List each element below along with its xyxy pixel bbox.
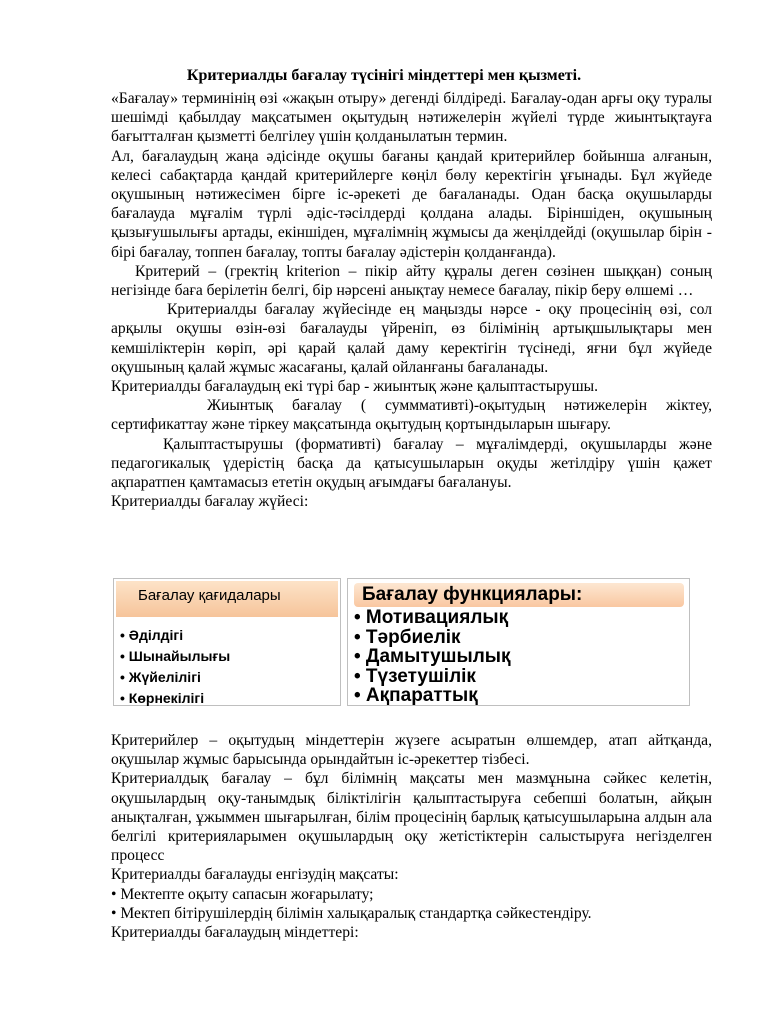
bullet-item: • Мектепте оқыту сапасын жоғарылату; [111, 885, 374, 903]
principles-list [120, 625, 230, 709]
paragraph-new-method: Ал, бағалаудың жаңа әдісінде оқушы бағаны қандай критерийлер бойынша алғанын, келесі сабақтарда қандай критерийлерге көңіл бөлу керектігін ұғынады. Бұл жүйеде оқушының нәтижесімен бірге іс-әрекеті де бағаланады. Одан басқа оқушыларды бағалауда мұғалім түрлі әдіс-тәсілдерді қолдана алады. Біріншіден, оқушының қызығушылығы артады, екіншіден, мұғалімнің жұмысы да жеңілдейді (оқушылар бірін - бірі бағалау, топпен бағалау, топты бағалау әдістерін қолданғанда). [111, 147, 712, 261]
list-item: • Жүйелілігі [120, 669, 201, 685]
paragraph-assessment-system: Критериалды бағалау жүйесінде ең маңызды нәрсе - оқу процесінің өзі, сол арқылы оқушы өзін-өзі бағалауды үйреніп, өз білімінің артықшылықтары мен кемшіліктерін көріп, әрі қарай қалай даму керектігін түсінеді, яғни бұл жүйеде оқушының қалай жұмыс жасағаны, қалай ойланғаны бағаланады. [111, 301, 712, 376]
paragraph-tasks-heading: Критериалды бағалаудың міндеттері: [111, 924, 359, 942]
paragraph-criteria-definition: Критерийлер – оқытудың міндеттерін жүзеге асыратын өлшемдер, атап айтқанда, оқушылар жұмыс барысында орындайтын іс-әрекеттер тізбесі. [111, 732, 712, 769]
list-item: • Көрнекілігі [120, 690, 205, 706]
paragraph-term: «Бағалау» терминінің өзі «жақын отыру» дегенді білдіреді. Бағалау-одан арғы оқу туралы шешімді қабылдау мақсатымен оқытудың нәтижелерін жүйелі түрде жиынтықтауға бағытталған қызметті белгілеу үшін қолданылатын термин. [111, 90, 712, 146]
functions-heading: Бағалау функциялары: [354, 583, 684, 607]
functions-box [347, 578, 690, 706]
functions-list [354, 608, 511, 706]
document-body-continued [111, 731, 712, 942]
list-item: • Ақпараттық [354, 685, 478, 707]
list-item: • Тәрбиелік [354, 626, 461, 648]
document-body [111, 89, 712, 511]
list-item: • Шынайылығы [120, 648, 231, 664]
paragraph-goal-heading: Критериалды бағалауды енгізудің мақсаты: [111, 866, 399, 884]
page-title: Критериалды бағалау түсінігі міндеттері мен қызметі. [186, 67, 582, 84]
list-item: • Мотивациялық [354, 607, 509, 628]
paragraph-criterial-assessment: Критериалдық бағалау – бұл білімнің мақсаты мен мазмұнына сәйкес келетін, оқушылардың оқу-танымдық біліктілігін қалыптастыруға себепші болатын, айқын анықталған, ұжыммен шығарылған, білім процесінің барлық қатысушыларына алдын ала белгілі критерияларымен оқушылардың оқу жетістіктерін салыстыруға негізделген процесс [111, 770, 712, 865]
paragraph-system-heading: Критериалды бағалау жүйесі: [111, 493, 309, 511]
principles-box [113, 578, 341, 706]
paragraph-two-types: Критериалды бағалаудың екі түрі бар - жиынтық және қалыптастырушы. [111, 378, 598, 396]
paragraph-formative: Қалыптастырушы (формативті) бағалау – мұғалімдерді, оқушыларды және педагогикалық үдерістің басқа да қатысушыларын оқуды жетілдіру үшін қажет ақпаратпен қамтамасыз ететін оқудың ағымдағы бағалануы. [111, 435, 712, 492]
principles-heading: Бағалау қағидалары [116, 581, 338, 617]
list-item: • Әділдігі [120, 627, 184, 643]
list-item: • Дамытушылық [354, 646, 511, 668]
assessment-system-figure [113, 578, 690, 706]
paragraph-criterion-definition: Критерий – (гректің kriterion – пікір айту құралы деген сөзінен шыққан) соның негізінде баға берілетін белгі, бір нәрсені анықтау немесе бағалау, пікір беру өлшемі … [111, 262, 712, 300]
list-item: • Түзетушілік [354, 665, 476, 687]
paragraph-summative: Жиынтық бағалау ( сумммативті)-оқытудың нәтижелерін жіктеу, сертификаттау және тіркеу мақсатында оқытудың қортындыларын шығару. [111, 397, 712, 434]
bullet-item: • Мектеп бітірушілердің білімін халықаралық стандартқа сәйкестендіру. [111, 904, 592, 922]
